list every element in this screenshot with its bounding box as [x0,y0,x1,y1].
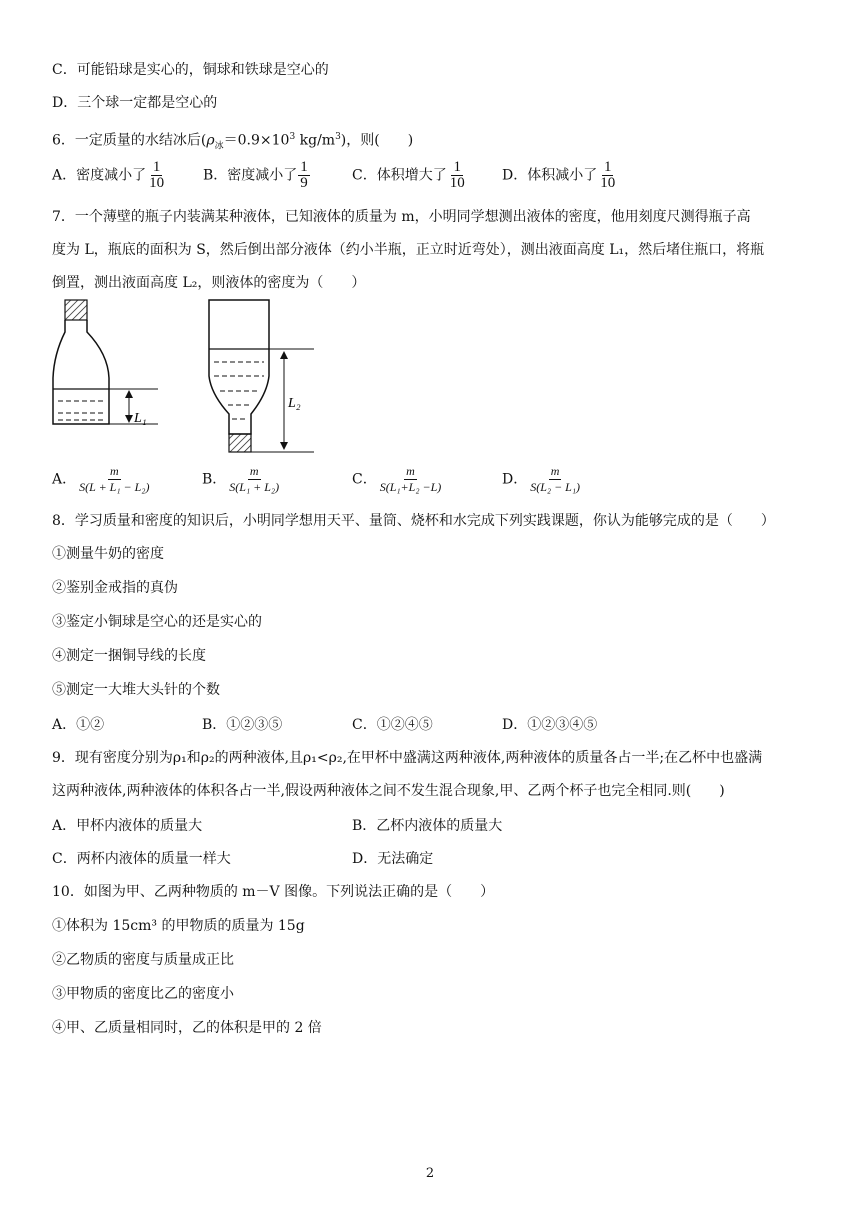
q9-stem-line1: 9．现有密度分别为ρ₁和ρ₂的两种液体,且ρ₁<ρ₂,在甲杯中盛满这两种液体,两种液体的质量各占一半;在乙杯中也盛满 [52,750,763,766]
q6-option-c: C．体积增大了 $\frac{1}{10}$ [352,159,465,191]
q10-item: ②乙物质的密度与质量成正比 [52,952,234,968]
q8-item: ③鉴定小铜球是空心的还是实心的 [52,614,262,630]
q6-option-a: A．密度减小了 $\frac{1}{10}$ [52,159,165,191]
label-l2: L₂ [288,396,301,411]
upright-bottle [53,300,158,424]
q8-option-b: B．①②③⑤ [202,717,283,733]
q8-item: ①测量牛奶的密度 [52,546,164,562]
q7-stem-line3: 倒置，测出液面高度 L₂，则液体的密度为（ ） [52,275,366,291]
q9-option-d: D．无法确定 [352,851,434,867]
q6-option-b: B．密度减小了 $\frac{1}{9}$ [203,159,308,191]
q10-item: ③甲物质的密度比乙的密度小 [52,986,234,1002]
inverted-bottle [209,300,314,452]
q5-option-c: C．可能铅球是实心的，铜球和铁球是空心的 [52,62,329,78]
q10-stem: 10．如图为甲、乙两种物质的 m－V 图像。下列说法正确的是（ ） [52,884,495,900]
page-number: 2 [425,1166,435,1181]
q9-option-b: B．乙杯内液体的质量大 [352,818,503,834]
q7-option-b: B． $\frac{m}{\text{S(L₁ + L₂)}}$ [202,464,280,494]
q6-option-d: D．体积减小了 $\frac{1}{10}$ [502,159,616,191]
q10-item: ④甲、乙质量相同时，乙的体积是甲的 2 倍 [52,1020,322,1036]
q9-option-a: A．甲杯内液体的质量大 [52,818,203,834]
q7-option-a: A． $\frac{m}{\text{S(L + L₁ − L₂)}}$ [52,464,150,494]
q7-stem-line2: 度为 L，瓶底的面积为 S，然后倒出部分液体（约小半瓶，正立时近弯处），测出液面高度 L₁，然后堵住瓶口，将瓶 [52,242,765,258]
q8-item: ②鉴别金戒指的真伪 [52,580,178,596]
label-l1: L₁ [134,411,147,426]
q9-option-c: C．两杯内液体的质量一样大 [52,851,231,867]
q8-item: ⑤测定一大堆大头针的个数 [52,682,220,698]
q8-item: ④测定一捆铜导线的长度 [52,648,206,664]
q8-option-c: C．①②④⑤ [352,717,433,733]
q9-stem-line2: 这两种液体,两种液体的体积各占一半,假设两种液体之间不发生混合现象,甲、乙两个杯子也完全相同.则( ) [52,783,725,799]
q6-stem: 6．一定质量的水结冰后($\rho_冰=0.9\times 10^3$ $kg/m^3$)，则( ) [52,132,414,152]
q8-option-d: D．①②③④⑤ [502,717,598,733]
q8-option-a: A．①② [52,717,105,733]
q7-stem-line1: 7．一个薄壁的瓶子内装满某种液体，已知液体的质量为 m，小明同学想测出液体的密度，他用刻度尺测得瓶子高 [52,209,751,225]
q7-option-d: D． $\frac{m}{\text{S(L₂ − L₁)}}$ [502,464,581,494]
q7-bottle-figure [46,296,346,456]
q10-item: ①体积为 15cm³ 的甲物质的质量为 15g [52,918,305,934]
q7-option-c: C． $\frac{m}{\text{S(L₁+L₂ −L)}}$ [352,464,442,494]
q5-option-d: D．三个球一定都是空心的 [52,95,218,111]
q8-stem: 8．学习质量和密度的知识后，小明同学想用天平、量筒、烧杯和水完成下列实践课题，你认为能够完成的是（ ） [52,513,775,529]
